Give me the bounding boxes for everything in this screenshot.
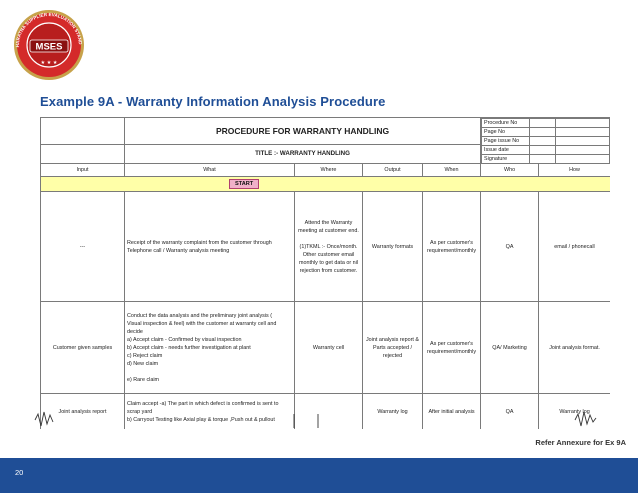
procedure-title: PROCEDURE FOR WARRANTY HANDLING bbox=[125, 118, 481, 145]
row-1-output: Warranty formats bbox=[363, 192, 423, 302]
meta-label-procedure-no: Procedure No bbox=[482, 119, 530, 128]
footer-band bbox=[0, 458, 638, 493]
row-1-where: Attend the Warranty meeting at customer end. (1)TKML :- Once/month. Other customer email monthly to get data or nil rejection from customer. bbox=[295, 192, 363, 302]
logo-stars: ★ ★ ★ bbox=[40, 60, 58, 66]
start-box: START bbox=[229, 179, 259, 189]
row-3-input: Joint analysis report bbox=[41, 394, 125, 430]
table-row bbox=[41, 302, 611, 394]
logo-center-text: MSES bbox=[35, 41, 63, 53]
procedure-table bbox=[40, 117, 610, 429]
procedure-sheet bbox=[40, 117, 610, 429]
page-heading: Example 9A - Warranty Information Analysis Procedure bbox=[40, 94, 386, 109]
row-2-who: QA/ Marketing bbox=[481, 302, 539, 394]
row-3-how: Warranty log bbox=[539, 394, 610, 430]
row-1-when: As per customer's requirement/monthly bbox=[423, 192, 481, 302]
start-row bbox=[41, 177, 611, 192]
table-row bbox=[41, 192, 611, 302]
row-1-what: Receipt of the warranty complaint from the customer through Telephone call / Warranty analysis meeting bbox=[125, 192, 295, 302]
logo-arc-text: HARATNA SUPPLIER EVALUATION STAND bbox=[14, 11, 83, 48]
row-1-how: email / phonecall bbox=[539, 192, 610, 302]
row-1-who: QA bbox=[481, 192, 539, 302]
annexure-note: Refer Annexure for Ex 9A bbox=[535, 438, 626, 447]
row-2-what: Conduct the data analysis and the preliminary joint analysis ( Visual inspection & feel) with the customer at warranty cell and decide a) Accept claim - Confirmed by visual inspection b) Accept claim - needs further investigation at plant c) Reject claim d) New claim e) Rare claim bbox=[125, 302, 295, 394]
row-3-what: Claim accept -a) The part in which defect is confirmed is sent to scrap yard b) Carryout Testing like Axial play & torque ,Push out & pullout bbox=[125, 394, 295, 430]
meta-label-page-no: Page No bbox=[482, 128, 530, 137]
row-2-output: Joint analysis report & Parts accepted / rejected bbox=[363, 302, 423, 394]
procedure-subtitle: TITLE :- WARRANTY HANDLING bbox=[125, 144, 481, 163]
col-header-when: When bbox=[423, 164, 481, 177]
col-header-how: How bbox=[539, 164, 610, 177]
col-header-who: Who bbox=[481, 164, 539, 177]
row-3-when: After initial analysis bbox=[423, 394, 481, 430]
col-header-where: Where bbox=[295, 164, 363, 177]
row-2-how: Joint analysis format. bbox=[539, 302, 610, 394]
col-header-what: What bbox=[125, 164, 295, 177]
row-3-output: Warranty log bbox=[363, 394, 423, 430]
mses-logo bbox=[10, 8, 88, 82]
row-3-who: QA bbox=[481, 394, 539, 430]
meta-label-page-issue-no: Page issue No bbox=[482, 137, 530, 146]
meta-label-signature: Signature bbox=[482, 155, 530, 164]
column-header-row bbox=[41, 164, 611, 177]
row-2-where: Warranty cell bbox=[295, 302, 363, 394]
meta-label-issue-date: Issue date bbox=[482, 146, 530, 155]
col-header-input: Input bbox=[41, 164, 125, 177]
document-meta bbox=[481, 118, 610, 164]
torn-edge-divider bbox=[0, 406, 638, 436]
page-number: 20 bbox=[15, 468, 24, 477]
blank-logo-cell bbox=[41, 118, 125, 145]
row-2-when: As per customer's requirement/monthly bbox=[423, 302, 481, 394]
row-1-input: --- bbox=[41, 192, 125, 302]
row-2-input: Customer given samples bbox=[41, 302, 125, 394]
col-header-output: Output bbox=[363, 164, 423, 177]
